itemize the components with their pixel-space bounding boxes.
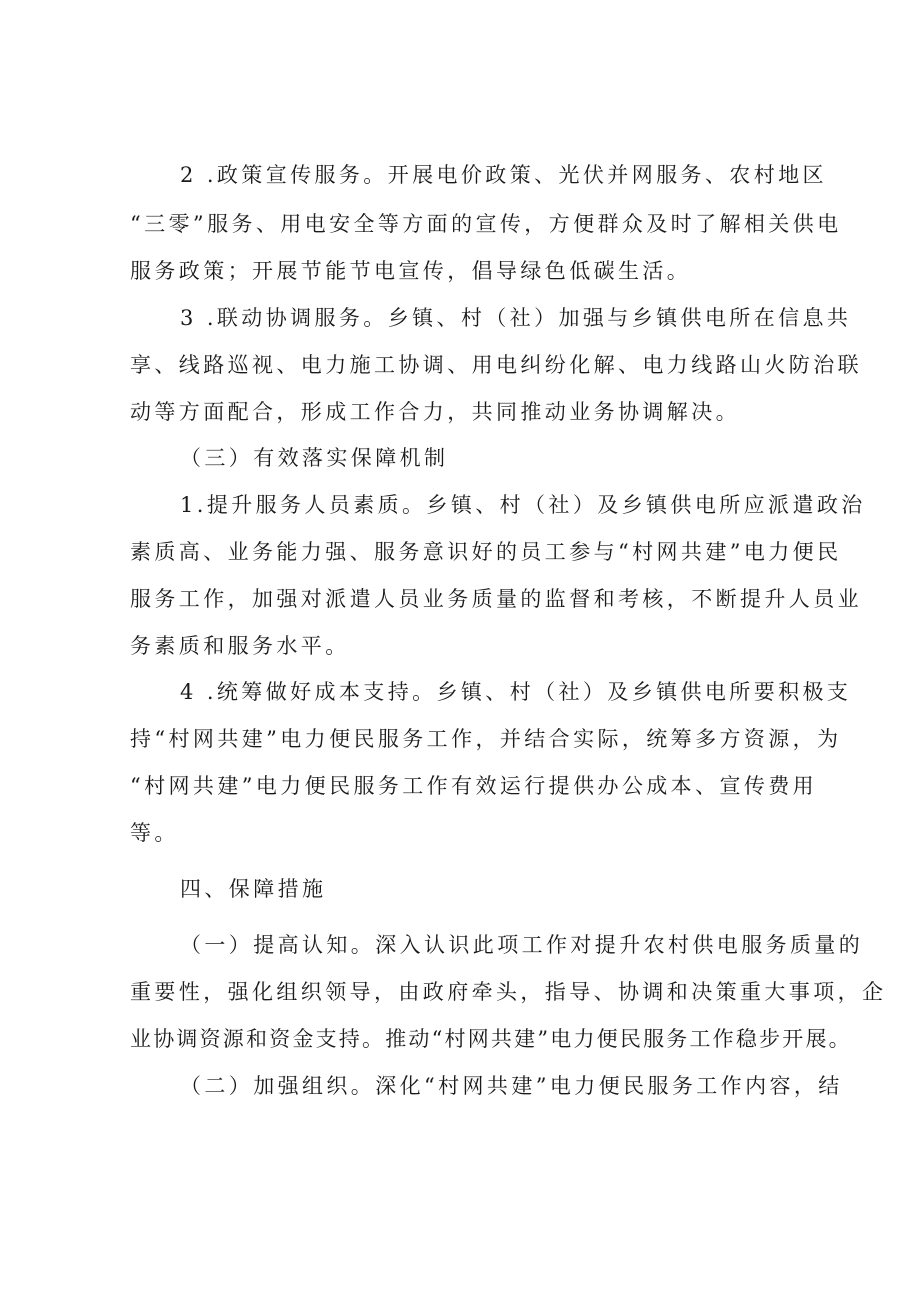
paragraph-line: （二）加强组织。深化“村网共建”电力便民服务工作内容，结 (180, 1074, 843, 1098)
section-heading: 四、保障措施 (180, 877, 327, 901)
paragraph-line: （一）提高认知。深入认识此项工作对提升农村供电服务质量的 (180, 933, 864, 957)
paragraph-line: 持“村网共建”电力便民服务工作，并结合实际，统筹多方资源，为 (130, 727, 842, 751)
paragraph-line: 享、线路巡视、电力施工协调、用电纠纷化解、电力线路山火防治联 (130, 353, 862, 377)
paragraph-line: “三零”服务、用电安全等方面的宣传，方便群众及时了解相关供电 (130, 212, 842, 236)
paragraph-line: 务素质和服务水平。 (130, 634, 350, 658)
paragraph-line: 服务政策；开展节能节电宣传，倡导绿色低碳生活。 (130, 259, 692, 283)
paragraph-line: 1.提升服务人员素质。乡镇、村（社）及乡镇供电所应派遣政治 (180, 493, 866, 517)
paragraph-line: 素质高、业务能力强、服务意识好的员工参与“村网共建”电力便民 (130, 540, 842, 564)
paragraph-line: 2 .政策宣传服务。开展电价政策、光伏并网服务、农村地区 (180, 163, 827, 187)
paragraph-line: 服务工作，加强对派遣人员业务质量的监督和考核，不断提升人员业 (130, 587, 862, 611)
paragraph-line: 业协调资源和资金支持。推动“村网共建”电力便民服务工作稳步开展。 (130, 1027, 852, 1051)
paragraph-line: 重要性，强化组织领导，由政府牵头，指导、协调和决策重大事项，企 (130, 980, 887, 1004)
section-heading: （三）有效落实保障机制 (180, 446, 449, 470)
paragraph-line: 动等方面配合，形成工作合力，共同推动业务协调解决。 (130, 400, 740, 424)
paragraph-line: 4 .统筹做好成本支持。乡镇、村（社）及乡镇供电所要积极支 (180, 680, 852, 704)
paragraph-line: 3 .联动协调服务。乡镇、村（社）加强与乡镇供电所在信息共 (180, 306, 852, 330)
paragraph-line: “村网共建”电力便民服务工作有效运行提供办公成本、宣传费用 (130, 774, 818, 798)
paragraph-line: 等。 (130, 821, 179, 845)
